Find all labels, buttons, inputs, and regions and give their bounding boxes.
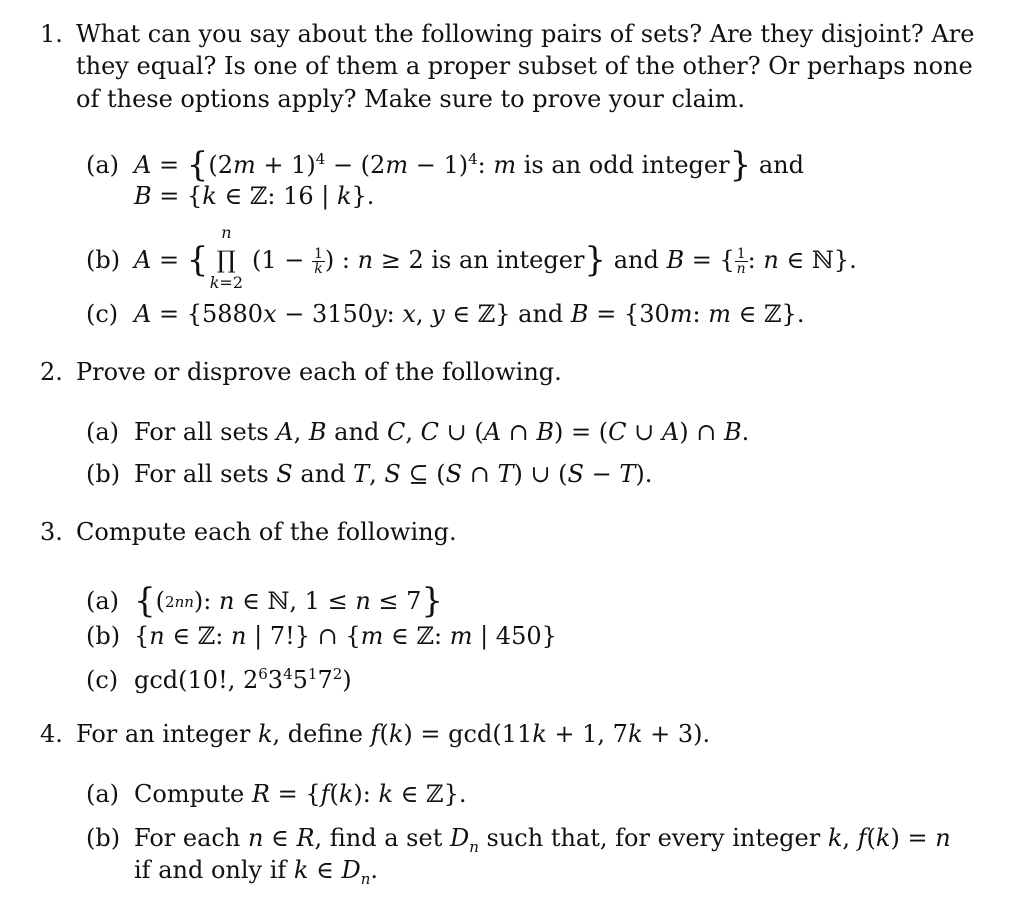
math-expression: For all sets S and T, S ⊆ (S ∩ T) ∪ (S − T). bbox=[134, 460, 653, 488]
problem-1 bbox=[40, 18, 990, 115]
problem-number: 1. bbox=[40, 20, 63, 48]
problem-4 bbox=[40, 718, 990, 750]
part-label: (a) bbox=[86, 780, 120, 808]
part-label: (b) bbox=[86, 824, 121, 852]
part-label: (b) bbox=[86, 460, 121, 488]
math-expression: For each n ∈ R, find a set $D_n$ such that, for every integer k, f(k) = n bbox=[134, 824, 951, 856]
part-label: (a) bbox=[86, 587, 120, 615]
problem-text: What can you say about the following pairs of sets? Are they disjoint? Are they equal? Is one of them a proper subset of the other? Or perhaps none of these options apply? Make sure to prove your claim. bbox=[76, 20, 975, 113]
math-expression: A = {5880x − 3150y: x, y ∈ ℤ} and B = {30m: m ∈ ℤ}. bbox=[134, 300, 805, 328]
part-1b bbox=[86, 223, 857, 292]
math-expression: if and only if k ∈ $D_n$. bbox=[134, 856, 379, 888]
math-expression: {(2nn): n ∈ ℕ, 1 ≤ n ≤ 7} bbox=[134, 581, 444, 621]
part-1a-cont bbox=[134, 180, 374, 212]
math-expression: gcd(10!, $2^63^45^17^2$) bbox=[134, 665, 352, 694]
part-4a bbox=[86, 778, 466, 810]
math-expression: $A = \{(2m + 1)^4 - (2m - 1)^4$: m is an odd integer} and bbox=[134, 145, 804, 185]
problem-number: 4. bbox=[40, 720, 63, 748]
part-2a bbox=[86, 416, 749, 448]
part-3b bbox=[86, 620, 557, 652]
math-expression: {n ∈ ℤ: n | 7!} ∩ {m ∈ ℤ: m | 450} bbox=[134, 622, 557, 650]
part-1c bbox=[86, 298, 804, 330]
problem-2 bbox=[40, 356, 990, 388]
part-label: (c) bbox=[86, 666, 119, 694]
problem-text: Compute each of the following. bbox=[76, 518, 457, 546]
part-3c bbox=[86, 664, 352, 696]
part-label: (b) bbox=[86, 622, 121, 650]
part-label: (b) bbox=[86, 246, 121, 274]
part-2b bbox=[86, 458, 652, 490]
part-label: (a) bbox=[86, 151, 120, 179]
part-label: (a) bbox=[86, 418, 120, 446]
math-expression: A = { n ∏ k=2 (1 − $\frac{1}{k}$ ) : n ≥ 2 is an integer} and B = { $\frac{1}{n}$ : n ∈ ℕ}. bbox=[134, 223, 857, 292]
math-expression: For all sets A, B and C, C ∪ (A ∩ B) = (C ∪ A) ∩ B. bbox=[134, 418, 750, 446]
math-expression: Compute R = {f(k): k ∈ ℤ}. bbox=[134, 780, 467, 808]
problem-3 bbox=[40, 516, 990, 548]
problem-number: 2. bbox=[40, 358, 63, 386]
problem-text: Prove or disprove each of the following. bbox=[76, 358, 562, 386]
part-label: (c) bbox=[86, 300, 119, 328]
part-4b-cont bbox=[134, 854, 378, 886]
math-expression: B = {k ∈ ℤ: 16 | k}. bbox=[134, 182, 375, 210]
part-3a bbox=[86, 576, 443, 622]
part-1a bbox=[86, 140, 804, 186]
problem-text: For an integer k, define f(k) = gcd(11k + 1, 7k + 3). bbox=[76, 720, 711, 748]
part-4b bbox=[86, 822, 951, 854]
problem-number: 3. bbox=[40, 518, 63, 546]
